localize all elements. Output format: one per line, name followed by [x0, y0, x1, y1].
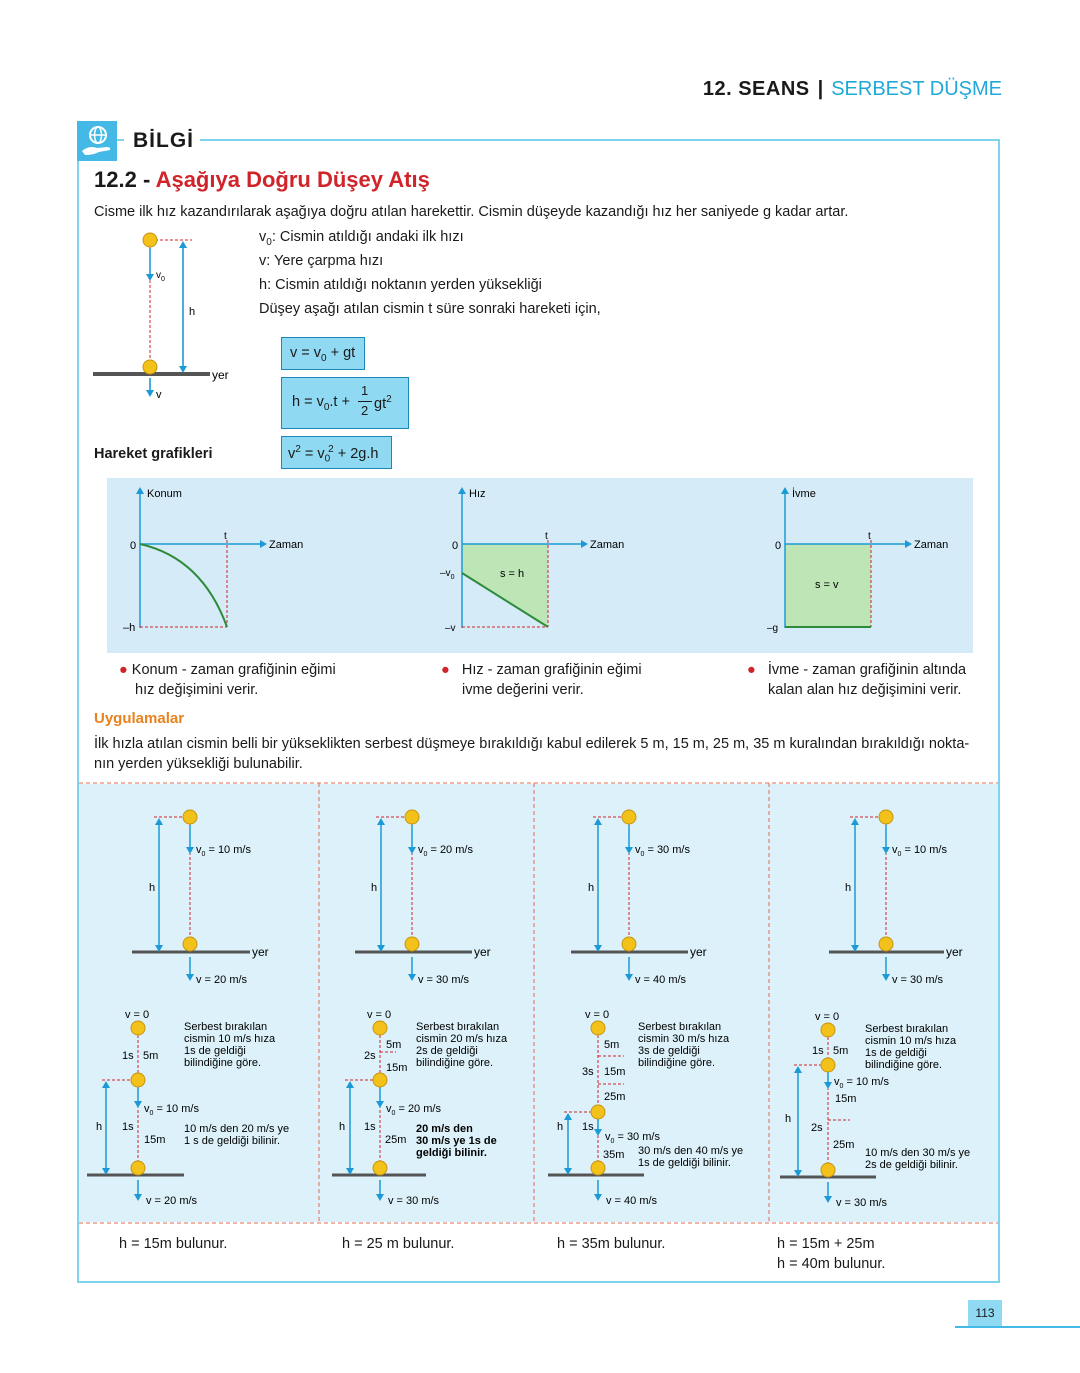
svg-text:1s: 1s	[122, 1121, 134, 1133]
g1-t: t	[224, 531, 227, 542]
svg-text:cismin 30 m/s hıza: cismin 30 m/s hıza	[638, 1033, 730, 1045]
def-v0	[259, 229, 464, 248]
svg-text:cismin 10 m/s hıza: cismin 10 m/s hıza	[865, 1035, 957, 1047]
svg-text:bilindiğine göre.: bilindiğine göre.	[416, 1057, 494, 1069]
example-3-bottom	[548, 1009, 743, 1207]
svg-text:1s: 1s	[364, 1121, 376, 1133]
result-4-line2: h = 40m bulunur.	[777, 1256, 886, 1272]
page-number-rule	[955, 1326, 1080, 1328]
g2-neg-v: –v	[445, 623, 456, 634]
def-v: v: Yere çarpma hızı	[259, 253, 384, 269]
section-title	[94, 167, 430, 193]
label-v0: $v_0$	[156, 270, 165, 283]
svg-text:25m: 25m	[604, 1091, 626, 1103]
g1-zero: 0	[130, 540, 137, 552]
svg-text:10 m/s den 30 m/s ye: 10 m/s den 30 m/s ye	[865, 1147, 971, 1159]
section-number: 12.2	[94, 167, 137, 192]
position-time-graph	[107, 478, 397, 653]
g3-zero: 0	[775, 540, 782, 552]
svg-text:1s: 1s	[582, 1121, 594, 1133]
formula-timeless: $v^2 = v_0^2 + 2g.h$	[281, 436, 392, 469]
svg-text:Serbest bırakılan: Serbest bırakılan	[184, 1021, 268, 1033]
applications-line1: İlk hızla atılan cismin belli bir yükseklikten serbest düşmeye bırakıldığı kabul edilerek 5 m, 15 m, 25 m, 35 m kuralından bırakıldığı nokta-	[94, 736, 970, 752]
svg-text:v = 20 m/s: v = 20 m/s	[196, 974, 248, 986]
svg-text:5m: 5m	[833, 1045, 849, 1057]
applications-line2: nın yerden yüksekliği bulunabilir.	[94, 756, 303, 772]
applications-title: Uygulamalar	[94, 710, 185, 727]
g3-t: t	[868, 531, 871, 542]
svg-text:cismin 20 m/s hıza: cismin 20 m/s hıza	[416, 1033, 508, 1045]
svg-text:v = 40 m/s: v = 40 m/s	[606, 1195, 658, 1207]
svg-text:30 m/s ye 1s de: 30 m/s ye 1s de	[416, 1135, 497, 1147]
def-intro2: Düşey aşağı atılan cismin t süre sonraki hareketi için,	[259, 301, 601, 317]
svg-text:3s: 3s	[582, 1066, 594, 1078]
position-curve	[140, 544, 227, 627]
svg-text:v = 30 m/s: v = 30 m/s	[836, 1197, 888, 1209]
svg-text:geldiği bilinir.: geldiği bilinir.	[416, 1147, 487, 1159]
def-v0-symbol: v	[259, 229, 267, 245]
svg-text:v0 = 30 m/s: $v_0 = 30$ m/s	[605, 1131, 660, 1145]
svg-text:cismin 10 m/s hıza: cismin 10 m/s hıza	[184, 1033, 276, 1045]
svg-text:h: h	[339, 1121, 346, 1133]
g2-t: t	[545, 531, 548, 542]
svg-text:v = 0: v = 0	[367, 1009, 392, 1021]
ball-start	[143, 233, 157, 247]
svg-text:10 m/s den 20 m/s ye: 10 m/s den 20 m/s ye	[184, 1123, 290, 1135]
svg-text:20 m/s den: 20 m/s den	[416, 1123, 473, 1135]
g3-area-label: s = v	[815, 579, 839, 591]
g3-neg-g: –g	[767, 623, 779, 634]
result-1: h = 15m bulunur.	[119, 1236, 228, 1252]
g2-ylabel: Hız	[469, 488, 486, 500]
page-number: 113	[968, 1300, 1002, 1326]
example-4	[772, 790, 998, 1220]
svg-text:v = 0: v = 0	[815, 1011, 840, 1023]
example-1-bottom	[87, 1009, 289, 1207]
section-heading: Aşağıya Doğru Düşey Atış	[155, 167, 430, 192]
label-h: h	[189, 306, 196, 318]
svg-text:h: h	[371, 882, 378, 894]
bullet-3: ● İvme - zaman grafiğinin altında kalan alan hız değişimini verir.	[747, 662, 967, 698]
svg-text:3s de geldiği: 3s de geldiği	[638, 1045, 700, 1057]
example-1-top	[132, 810, 269, 986]
result-3: h = 35m bulunur.	[557, 1236, 666, 1252]
example-3	[536, 790, 768, 1220]
svg-text:1s: 1s	[122, 1050, 134, 1062]
ball-ground	[143, 360, 157, 374]
example-4-bottom	[780, 1011, 970, 1209]
svg-text:yer: yer	[474, 945, 491, 959]
svg-text:1s: 1s	[812, 1045, 824, 1057]
acceleration-time-graph	[750, 478, 970, 653]
example-1	[82, 790, 314, 1220]
svg-text:30 m/s den 40 m/s ye: 30 m/s den 40 m/s ye	[638, 1145, 744, 1157]
header-separator: |	[817, 78, 824, 100]
svg-text:yer: yer	[690, 945, 707, 959]
svg-text:Serbest bırakılan: Serbest bırakılan	[638, 1021, 722, 1033]
formula-height: $h = v_0.t$ + 1 2 $gt^2$	[281, 377, 409, 429]
example-2-bottom	[332, 1009, 508, 1207]
svg-text:1s de geldiği: 1s de geldiği	[865, 1047, 927, 1059]
svg-text:h: h	[845, 882, 852, 894]
svg-text:bilindiğine göre.: bilindiğine göre.	[184, 1057, 262, 1069]
svg-text:v = 20 m/s: v = 20 m/s	[146, 1195, 198, 1207]
svg-text:1s de geldiği bilinir.: 1s de geldiği bilinir.	[638, 1157, 731, 1169]
g1-xlabel: Zaman	[269, 539, 304, 551]
globe-hand-icon	[77, 121, 117, 161]
g3-ylabel: İvme	[792, 488, 816, 500]
svg-text:bilindiğine göre.: bilindiğine göre.	[638, 1057, 716, 1069]
svg-text:v = 0: v = 0	[125, 1009, 150, 1021]
svg-text:5m: 5m	[386, 1039, 402, 1051]
topic-label: SERBEST DÜŞME	[831, 78, 1002, 100]
svg-text:h: h	[96, 1121, 103, 1133]
g3-xlabel: Zaman	[914, 539, 949, 551]
svg-text:15m: 15m	[604, 1066, 626, 1078]
g2-neg-v0: $-v_0$	[440, 568, 455, 581]
svg-text:2s de geldiği bilinir.: 2s de geldiği bilinir.	[865, 1159, 958, 1171]
svg-text:5m: 5m	[143, 1050, 159, 1062]
svg-text:h: h	[149, 882, 156, 894]
session-label: 12. SEANS	[702, 78, 810, 100]
section-dash: -	[142, 167, 151, 192]
svg-text:15m: 15m	[835, 1093, 857, 1105]
svg-text:2s de geldiği: 2s de geldiği	[416, 1045, 478, 1057]
g1-neg-h: –h	[123, 622, 136, 634]
svg-text:v0 = 10 m/s: $v_0 = 10$ m/s	[834, 1076, 889, 1090]
svg-text:v = 30 m/s: v = 30 m/s	[388, 1195, 440, 1207]
svg-text:bilindiğine göre.: bilindiğine göre.	[865, 1059, 943, 1071]
svg-text:v0 = 10 m/s: $v_0 = 10$ m/s	[144, 1103, 199, 1117]
svg-text:1 s de geldiği bilinir.: 1 s de geldiği bilinir.	[184, 1135, 281, 1147]
bullet-1: ● Konum - zaman grafiğinin eğimi hız değişimini verir.	[119, 662, 336, 698]
svg-text:15m: 15m	[386, 1062, 408, 1074]
svg-text:yer: yer	[252, 945, 269, 959]
svg-text:h: h	[588, 882, 595, 894]
g2-area-label: s = h	[500, 568, 525, 580]
svg-text:1s de geldiği: 1s de geldiği	[184, 1045, 246, 1057]
graphs-title: Hareket grafikleri	[94, 446, 213, 462]
def-v0-text: : Cismin atıldığı andaki ilk hızı	[271, 229, 464, 245]
bilgi-label: BİLGİ	[133, 129, 194, 152]
example-2	[320, 790, 532, 1220]
svg-text:v0 = 10 m/s: $v_0 = 10$ m/s	[196, 844, 251, 858]
result-4-line1: h = 15m + 25m	[777, 1236, 875, 1252]
svg-text:2s: 2s	[811, 1122, 823, 1134]
example-2-top	[355, 810, 491, 986]
svg-text:v = 40 m/s: v = 40 m/s	[635, 974, 687, 986]
formula-velocity: $v = v_0$ + gt	[281, 337, 365, 370]
svg-text:h: h	[557, 1121, 564, 1133]
svg-text:25m: 25m	[833, 1139, 855, 1151]
svg-text:2s: 2s	[364, 1050, 376, 1062]
page-header	[0, 78, 1002, 101]
velocity-time-graph	[428, 478, 718, 653]
g1-ylabel: Konum	[147, 488, 182, 500]
svg-text:Serbest bırakılan: Serbest bırakılan	[416, 1021, 500, 1033]
svg-text:35m: 35m	[603, 1149, 625, 1161]
svg-text:v0 = 10 m/s: $v_0 = 10$ m/s	[892, 844, 947, 858]
g2-xlabel: Zaman	[590, 539, 625, 551]
g2-zero: 0	[452, 540, 459, 552]
svg-text:Serbest bırakılan: Serbest bırakılan	[865, 1023, 949, 1035]
bullet-2: ● Hız - zaman grafiğinin eğimi ivme değerini verir.	[441, 662, 642, 698]
intro-text: Cisme ilk hız kazandırılarak aşağıya doğru atılan harekettir. Cismin düşeyde kazandığı hız her saniyede g kadar artar.	[94, 204, 849, 220]
svg-text:v0 = 20 m/s: $v_0 = 20$ m/s	[386, 1103, 441, 1117]
svg-text:yer: yer	[946, 945, 963, 959]
example-3-top	[571, 810, 707, 986]
svg-text:v = 0: v = 0	[585, 1009, 610, 1021]
svg-text:h: h	[785, 1113, 792, 1125]
svg-text:v0 = 30 m/s: $v_0 = 30$ m/s	[635, 844, 690, 858]
def-h: h: Cismin atıldığı noktanın yerden yüksekliği	[259, 277, 542, 293]
label-ground: yer	[212, 368, 229, 382]
def-v0-sub: 0	[266, 236, 272, 248]
svg-text:15m: 15m	[144, 1134, 166, 1146]
svg-text:v = 30 m/s: v = 30 m/s	[892, 974, 944, 986]
main-throw-diagram	[88, 228, 248, 408]
svg-text:v = 30 m/s: v = 30 m/s	[418, 974, 470, 986]
result-2: h = 25 m bulunur.	[342, 1236, 455, 1252]
label-v: v	[156, 389, 162, 401]
svg-text:5m: 5m	[604, 1039, 620, 1051]
example-4-top	[829, 810, 963, 986]
g2-area	[462, 544, 548, 627]
svg-text:v0 = 20 m/s: $v_0 = 20$ m/s	[418, 844, 473, 858]
svg-text:25m: 25m	[385, 1134, 407, 1146]
